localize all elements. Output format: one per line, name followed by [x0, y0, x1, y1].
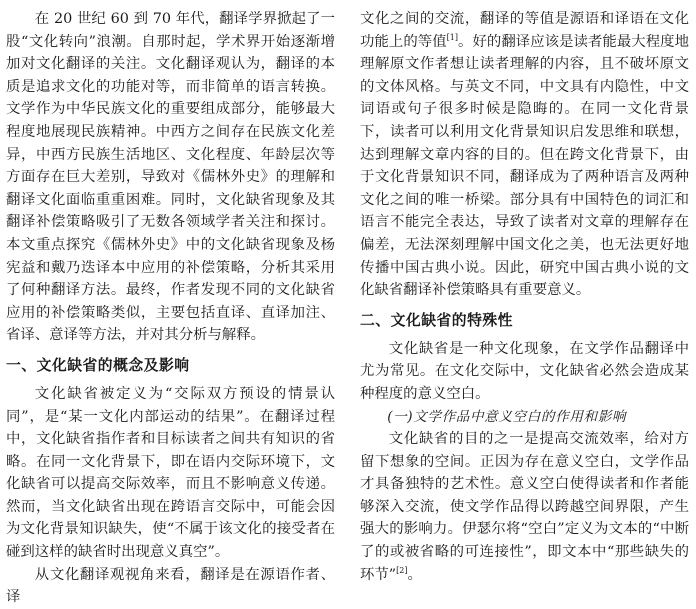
section-heading-2: 二、文化缺省的特殊性	[360, 311, 513, 329]
reference-marker-1: [1]	[446, 32, 458, 42]
section-heading-1: 一、文化缺省的概念及影响	[6, 356, 190, 374]
blank-meaning-paragraph	[360, 428, 689, 586]
reference-marker-2: [2]	[396, 565, 408, 575]
cultural-translation-paragraph-continued	[360, 8, 689, 302]
phenomenon-paragraph: 文化缺省是一种文化现象，在文学作品翻译中尤为常见。在文化交际中，文化缺省必然会造成某种程度的意义空白。	[360, 340, 689, 402]
subsection-heading-1: (一)文学作品中意义空白的作用和影响	[387, 408, 627, 425]
definition-paragraph: 文化缺省被定义为“交际双方预设的情景认同”，是“某一文化内部运动的结果”。在翻译过程中，文化缺省指作者和目标读者之间共有知识的省略。在同一文化背景下，即在语内交际环境下，文化缺省可以提高交际效率，而且不影响意义传递。然而，当文化缺省出现在跨语言交际中，可能会因为文化背景知识缺失，使“不属于该文化的接受者在碰到这样的缺省时出现意义真空”。	[6, 385, 335, 561]
paragraph-text: 。	[407, 566, 422, 583]
right-column	[360, 8, 689, 586]
paragraph-text: 。好的翻译应该是读者能最大程度地理解原文作者想让读者理解的内容，且不破坏原文的文体风格。与英文不同，中文具有内隐性，中文词语或句子很多时候是隐晦的。在同一文化背景下，读者可以利用文化背景知识启发思维和联想，达到理解文章内容的目的。但在跨文化背景下，由于文化背景知识不同，翻译成为了两种语言及两种文化之间的唯一桥梁。部分具有中国特色的词汇和语言不能完全表达，导致了读者对文章的理解存在偏差，无法深刻理解中国文化之美，也无法更好地传播中国古典小说。因此，研究中国古典小说的文化缺省翻译补偿策略具有重要意义。	[360, 33, 689, 299]
paragraph-text: 文化缺省的目的之一是提高交流效率，给对方留下想象的空间。正因为存在意义空白，文学作品才具备独特的艺术性。意义空白使得读者和作者能够深入交流，使文学作品得以跨越空间界限，产生强大的影响力。伊瑟尔将“空白”定义为文本的“中断了的或被省略的可连接性”，即文本中“那些缺失的环节”	[360, 431, 689, 583]
left-column	[6, 8, 335, 609]
cultural-translation-paragraph-start: 从文化翻译观视角来看，翻译是在源语作者、译	[6, 566, 335, 606]
paragraph-text: 文化之间的交流，翻译的等值是源语和译语在文化功能上的等值	[360, 11, 689, 50]
intro-paragraph: 在 20 世纪 60 到 70 年代，翻译学界掀起了一股“文化转向”浪潮。自那时起，学术界开始逐渐增加对文化翻译的关注。文化翻译观认为，翻译的本质是追求文化的功能对等，而非简单的语言转换。文学作为中华民族文化的重要组成部分，能够最大程度地展现民族精神。中西方之间存在民族文化差异，中西方民族生活地区、文化程度、年龄层次等方面存在巨大差别，导致对《儒林外史》的理解和翻译文化面临重重困难。同时，文化缺省现象及其翻译补偿策略吸引了无数各领域学者关注和探讨。本文重点探究《儒林外史》中的文化缺省现象及杨宪益和戴乃迭译本中应用的补偿策略，分析其采用了何种翻译方法。最终，作者发现不同的文化缺省应用的补偿策略类似，主要包括直译、直译加注、省译、意译等方法，并对其分析与解释。	[6, 11, 335, 344]
